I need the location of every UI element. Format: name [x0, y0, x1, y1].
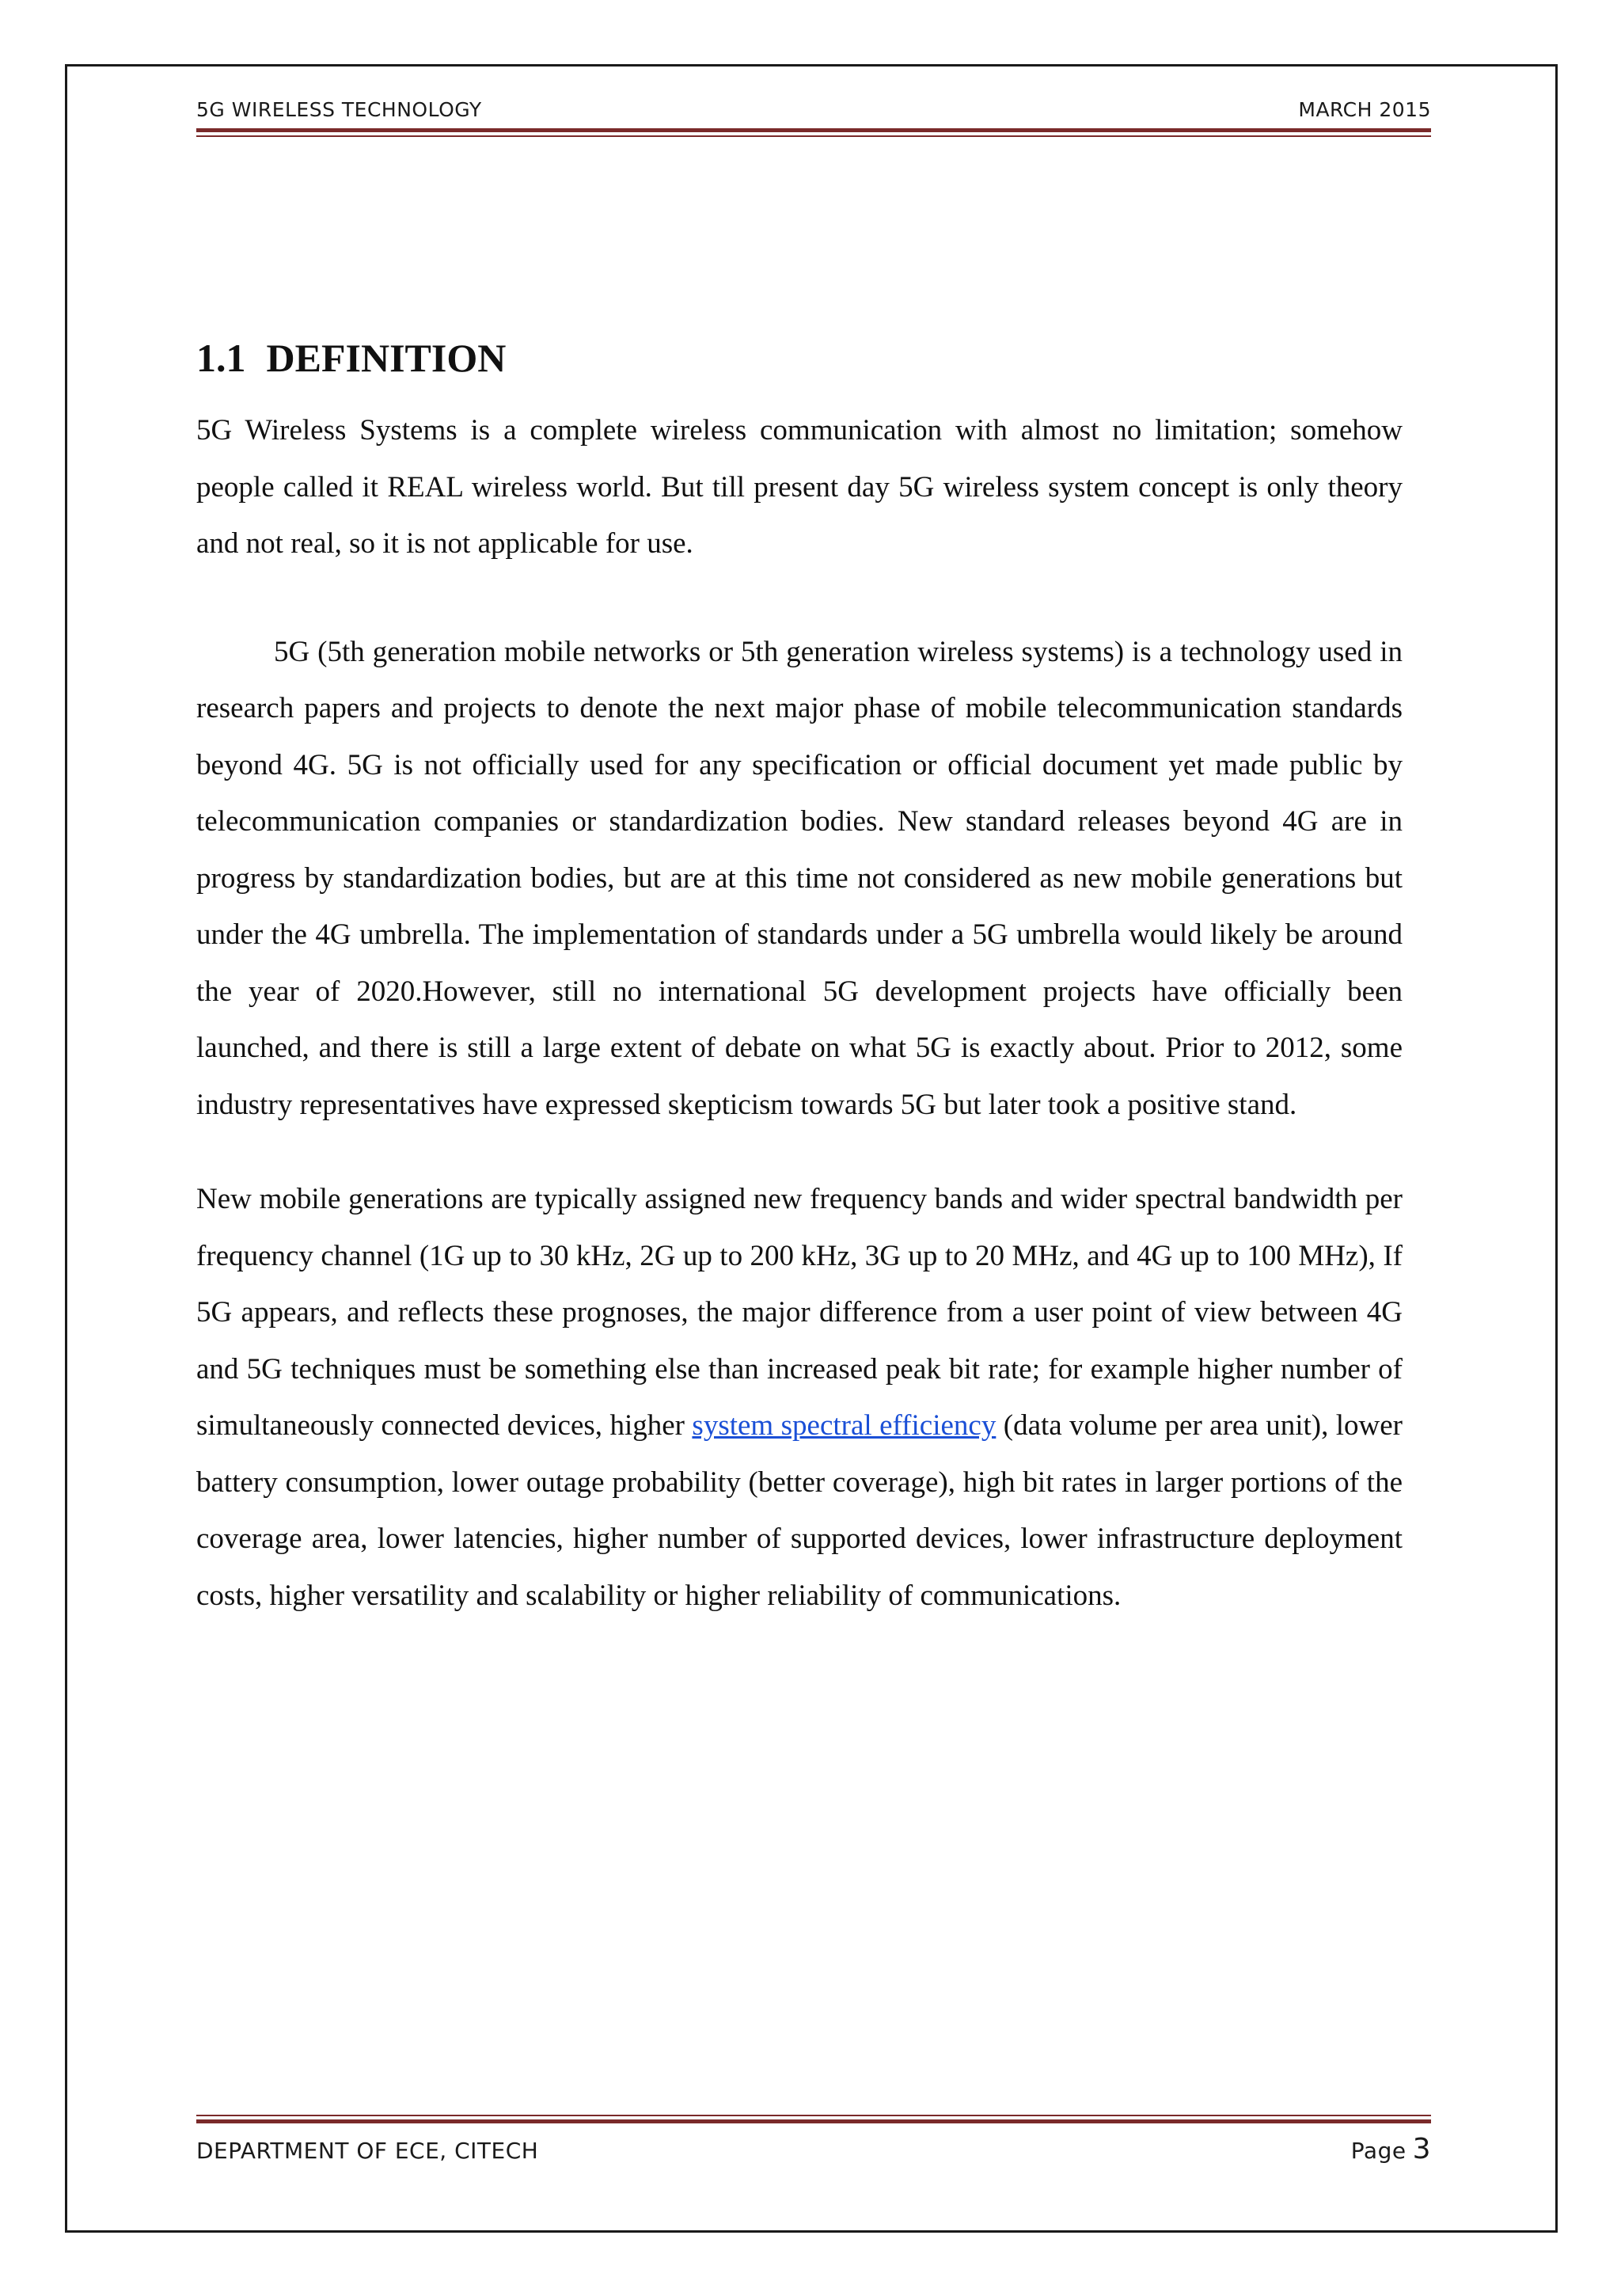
- page-number: 3: [1412, 2133, 1431, 2165]
- paragraph-3: [196, 1171, 1403, 1624]
- page-header: [196, 98, 1431, 130]
- section-number: 1.1: [196, 336, 246, 380]
- header-rule-thin: [196, 135, 1431, 137]
- paragraph-spacer: [196, 572, 1403, 624]
- section-heading: [196, 333, 1403, 383]
- footer-page: [1351, 2133, 1431, 2165]
- document-body: [196, 333, 1403, 1624]
- header-title: 5G WIRELESS TECHNOLOGY: [196, 98, 482, 121]
- page-footer: [196, 2133, 1431, 2168]
- header-rule: [196, 128, 1431, 132]
- section-title: DEFINITION: [266, 336, 507, 380]
- paragraph-3-text-b: (data volume per area unit), lower battery consumption, lower outage probability (better coverage), high bit rates in larger portions of the coverage area, lower latencies, higher number of supported devices, lower infrastructure deployment costs, higher versatility and scalability or higher reliability of communications.: [196, 1409, 1403, 1612]
- footer-department: DEPARTMENT OF ECE, CITECH: [196, 2138, 539, 2164]
- paragraph-1: 5G Wireless Systems is a complete wireless communication with almost no limitation; somehow people called it REAL wireless world. But till present day 5G wireless system concept is only theory and not real, so it is not applicable for use.: [196, 414, 1403, 560]
- paragraph-3-text-a: New mobile generations are typically assigned new frequency bands and wider spectral bandwidth per frequency channel (1G up to 30 kHz, 2G up to 200 kHz, 3G up to 20 MHz, and 4G up to 100 MHz), If 5G appears, and reflects these prognoses, the major difference from a user point of view between 4G and 5G techniques must be something else than increased peak bit rate; for example higher number of simultaneously connected devices, higher: [196, 1183, 1403, 1442]
- page-label: Page: [1350, 2138, 1407, 2164]
- footer-rule: [196, 2119, 1431, 2123]
- footer-rule-thin: [196, 2115, 1431, 2116]
- paragraph-spacer: [196, 1133, 1403, 1171]
- paragraph-2: 5G (5th generation mobile networks or 5th generation wireless systems) is a technology used in research papers and projects to denote the next major phase of mobile telecommunication standards beyond 4G. 5G is not officially used for any specification or official document yet made public by telecommunication companies or standardization bodies. New standard releases beyond 4G are in progress by standardization bodies, but are at this time not considered as new mobile generations but under the 4G umbrella. The implementation of standards under a 5G umbrella would likely be around the year of 2020.However, still no international 5G development projects have officially been launched, and there is still a large extent of debate on what 5G is exactly about. Prior to 2012, some industry representatives have expressed skepticism towards 5G but later took a positive stand.: [196, 635, 1403, 1121]
- system-spectral-efficiency-link[interactable]: system spectral efficiency: [692, 1409, 997, 1442]
- header-date: MARCH 2015: [1298, 98, 1431, 121]
